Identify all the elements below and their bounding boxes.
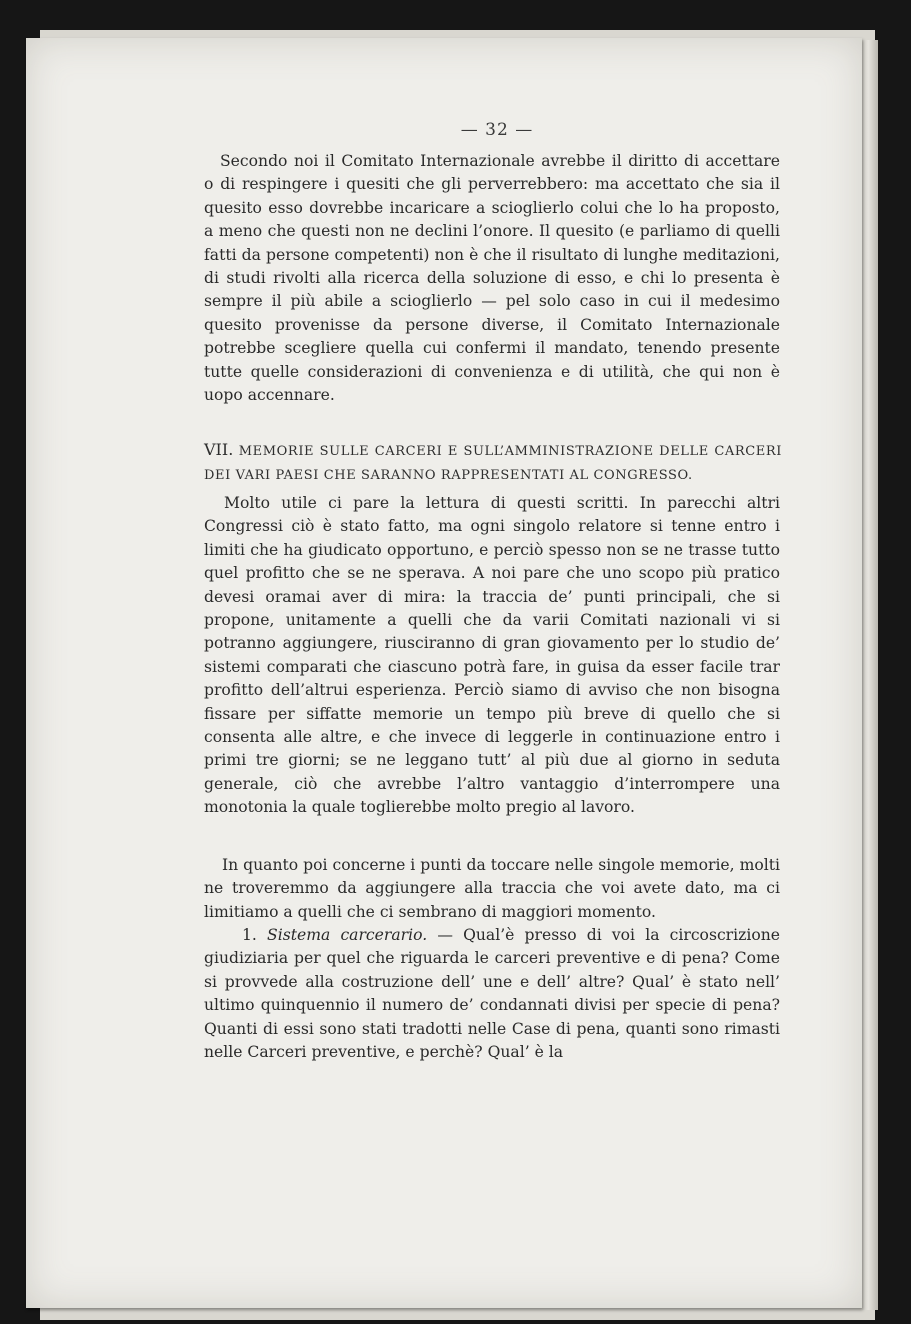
section-title: MEMORIE SULLE CARCERI E SULL’AMMINISTRAZIONE DELLE CARCERI DEI VARI PAESI CHE SARANNO RAPPRESENTATI AL CONGRESSO. [204, 444, 782, 483]
page-number: — 32 — [460, 120, 534, 140]
item-number: 1. [242, 926, 257, 944]
paragraph-3: In quanto poi concerne i punti da toccare nelle singole memorie, molti ne troveremmo da aggiungere alla traccia che voi avete dato, ma ci limitiamo a quelli che ci sembrano di maggiori momento. [204, 856, 780, 921]
paragraph-1: Secondo noi il Comitato Internazionale avrebbe il diritto di accettare o di respingere i quesiti che gli perverrebbero: ma accettato che sia il quesito esso dovrebbe incaricare a scioglierlo colui che lo ha proposto, a meno che questi non ne declini l’onore. Il quesito (e parliamo di quelli fatti da persone competenti) non è che il risultato di lunghe meditazioni, di studi rivolti alla ricerca della soluzione di esso, e chi lo presenta è sempre il più abile a scioglierlo — pel solo caso in cui il medesimo quesito provenisse da persone diverse, il Comitato Internazionale potrebbe scegliere quella cui confermi il mandato, tenendo presente tutte quelle considerazioni di convenienza e di utilità, che qui non è uopo accennare. [204, 152, 780, 405]
item-text: — Qual’è presso di voi la circoscrizione giudiziaria per quel che riguarda le carceri preventive e di pena? Come si provvede alla costruzione dell’ une e dell’ altre? Qual’ è stato nell’ ultimo quinquennio il numero de’ condannati divisi per specie di pena? Quanti di essi sono stati tradotti nelle Case di pena, quanti sono rimasti nelle Carceri preventive, e perchè? Qual’ è la [204, 926, 780, 1062]
section-heading [204, 438, 782, 488]
paragraph-2: Molto utile ci pare la lettura di questi scritti. In parecchi altri Congressi ciò è stato fatto, ma ogni singolo relatore si tenne entro i limiti che ha giudicato opportuno, e perciò spesso non se ne trasse tutto quel profitto che se ne sperava. A noi pare che uno scopo più pratico devesi oramai aver di mira: la traccia de’ punti principali, che si propone, unitamente a quelli che da varii Comitati nazionali vi si potranno aggiungere, riusciranno di gran giovamento per lo studio de’ sistemi comparati che ciascuno potrà fare, in guisa da esser facile trar profitto dell’altrui esperienza. Perciò siamo di avviso che non bisogna fissare per siffatte memorie un tempo più breve di quello che si consenta alle altre, e che invece di leggerle in continuazione entro i primi tre giorni; se ne leggano tutt’ al più due al giorno in seduta generale, ciò che avrebbe l’altro vantaggio d’interrompere una monotonia la quale toglierebbe molto pregio al lavoro. [204, 494, 780, 817]
page-edge [862, 40, 878, 1310]
section-number: VII. [204, 440, 234, 459]
item-title: Sistema carcerario. [267, 926, 428, 944]
paragraph-item-1 [204, 924, 780, 1064]
